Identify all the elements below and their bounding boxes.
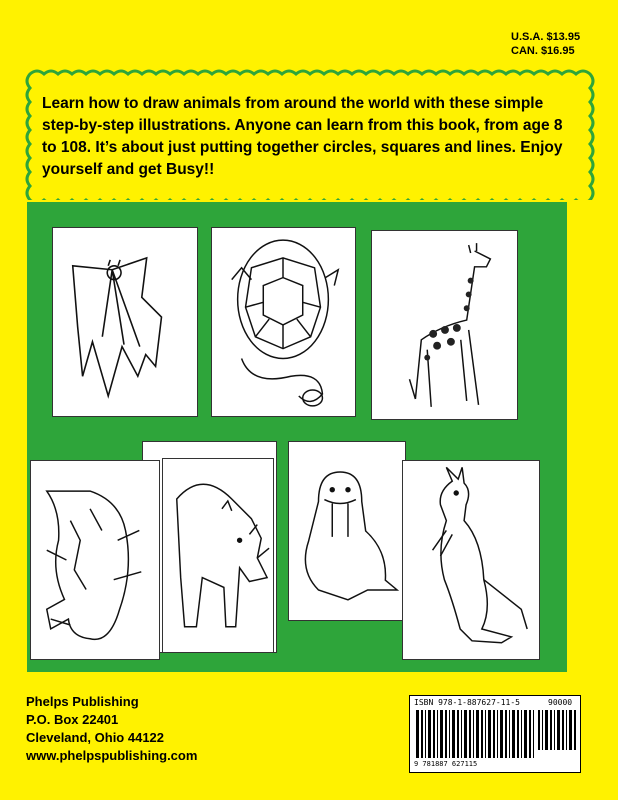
barcode-bar — [421, 710, 423, 758]
barcode-bar — [464, 710, 467, 758]
bat-illustration — [52, 227, 198, 417]
barcode-bar — [416, 710, 419, 758]
barcode-bar — [545, 710, 548, 750]
barcode-bar — [566, 710, 567, 750]
barcode-bar — [449, 710, 450, 758]
kangaroo-illustration — [402, 460, 540, 660]
barcode-bar — [554, 710, 555, 750]
barcode-bar — [425, 710, 426, 758]
price-usa: U.S.A. $13.95 — [511, 31, 581, 43]
addon-number: 90000 — [548, 698, 573, 707]
barcode-bar — [574, 710, 576, 750]
barcode-bar — [533, 710, 534, 758]
barcode-bar — [493, 710, 495, 758]
price-canada: CAN. $16.95 — [511, 45, 575, 57]
barcode-bar — [445, 710, 447, 758]
turtle-illustration — [211, 227, 356, 417]
barcode-bar — [569, 710, 572, 750]
barcode-bar — [452, 710, 455, 758]
addon-barcode-bars — [538, 710, 576, 750]
publisher-info — [26, 693, 197, 765]
barcode-bar — [437, 710, 438, 758]
isbn-text: ISBN 978-1-887627-11-5 — [414, 698, 520, 707]
barcode-bar — [562, 710, 564, 750]
barcode-bar — [473, 710, 474, 758]
barcode-bar — [509, 710, 510, 758]
barcode-bar — [512, 710, 515, 758]
barcode-bar — [557, 710, 560, 750]
publisher-city: Cleveland, Ohio 44122 — [26, 730, 165, 745]
barcode-bar — [469, 710, 471, 758]
barcode-bar — [500, 710, 503, 758]
barcode-bar — [461, 710, 462, 758]
barcode-bar — [538, 710, 540, 750]
barcode-bar — [433, 710, 435, 758]
barcode-bar — [488, 710, 491, 758]
publisher-name: Phelps Publishing — [26, 694, 139, 709]
barcode-bar — [457, 710, 459, 758]
barcode-number: 9 781887 627115 — [414, 760, 478, 768]
alligator-illustration — [30, 460, 160, 660]
barcode-bar — [505, 710, 507, 758]
barcode-bar — [521, 710, 522, 758]
barcode-bar — [529, 710, 531, 758]
barcode-bar — [485, 710, 486, 758]
barcode-bar — [428, 710, 431, 758]
blurb-text: Learn how to draw animals from around the world with these simple step-by-step illustrations. Anyone can learn from this book, from age 8 to 108. It’s about just putting together circles, squares and lines. Enjoy yourself and get Busy!! — [42, 95, 563, 178]
giraffe-illustration — [371, 230, 518, 420]
walrus-illustration — [288, 441, 406, 621]
publisher-website[interactable]: www.phelpspublishing.com — [26, 748, 198, 763]
barcode-bar — [542, 710, 543, 750]
publisher-box: P.O. Box 22401 — [26, 712, 119, 727]
barcode-bar — [517, 710, 519, 758]
barcode-bar — [497, 710, 498, 758]
barcode-bar — [550, 710, 552, 750]
barcode-bars — [416, 710, 534, 758]
barcode-bar — [481, 710, 483, 758]
barcode-bar — [524, 710, 527, 758]
rhinoceros-illustration — [162, 458, 274, 653]
isbn-barcode — [409, 695, 581, 773]
barcode-bar — [440, 710, 443, 758]
barcode-bar — [476, 710, 479, 758]
